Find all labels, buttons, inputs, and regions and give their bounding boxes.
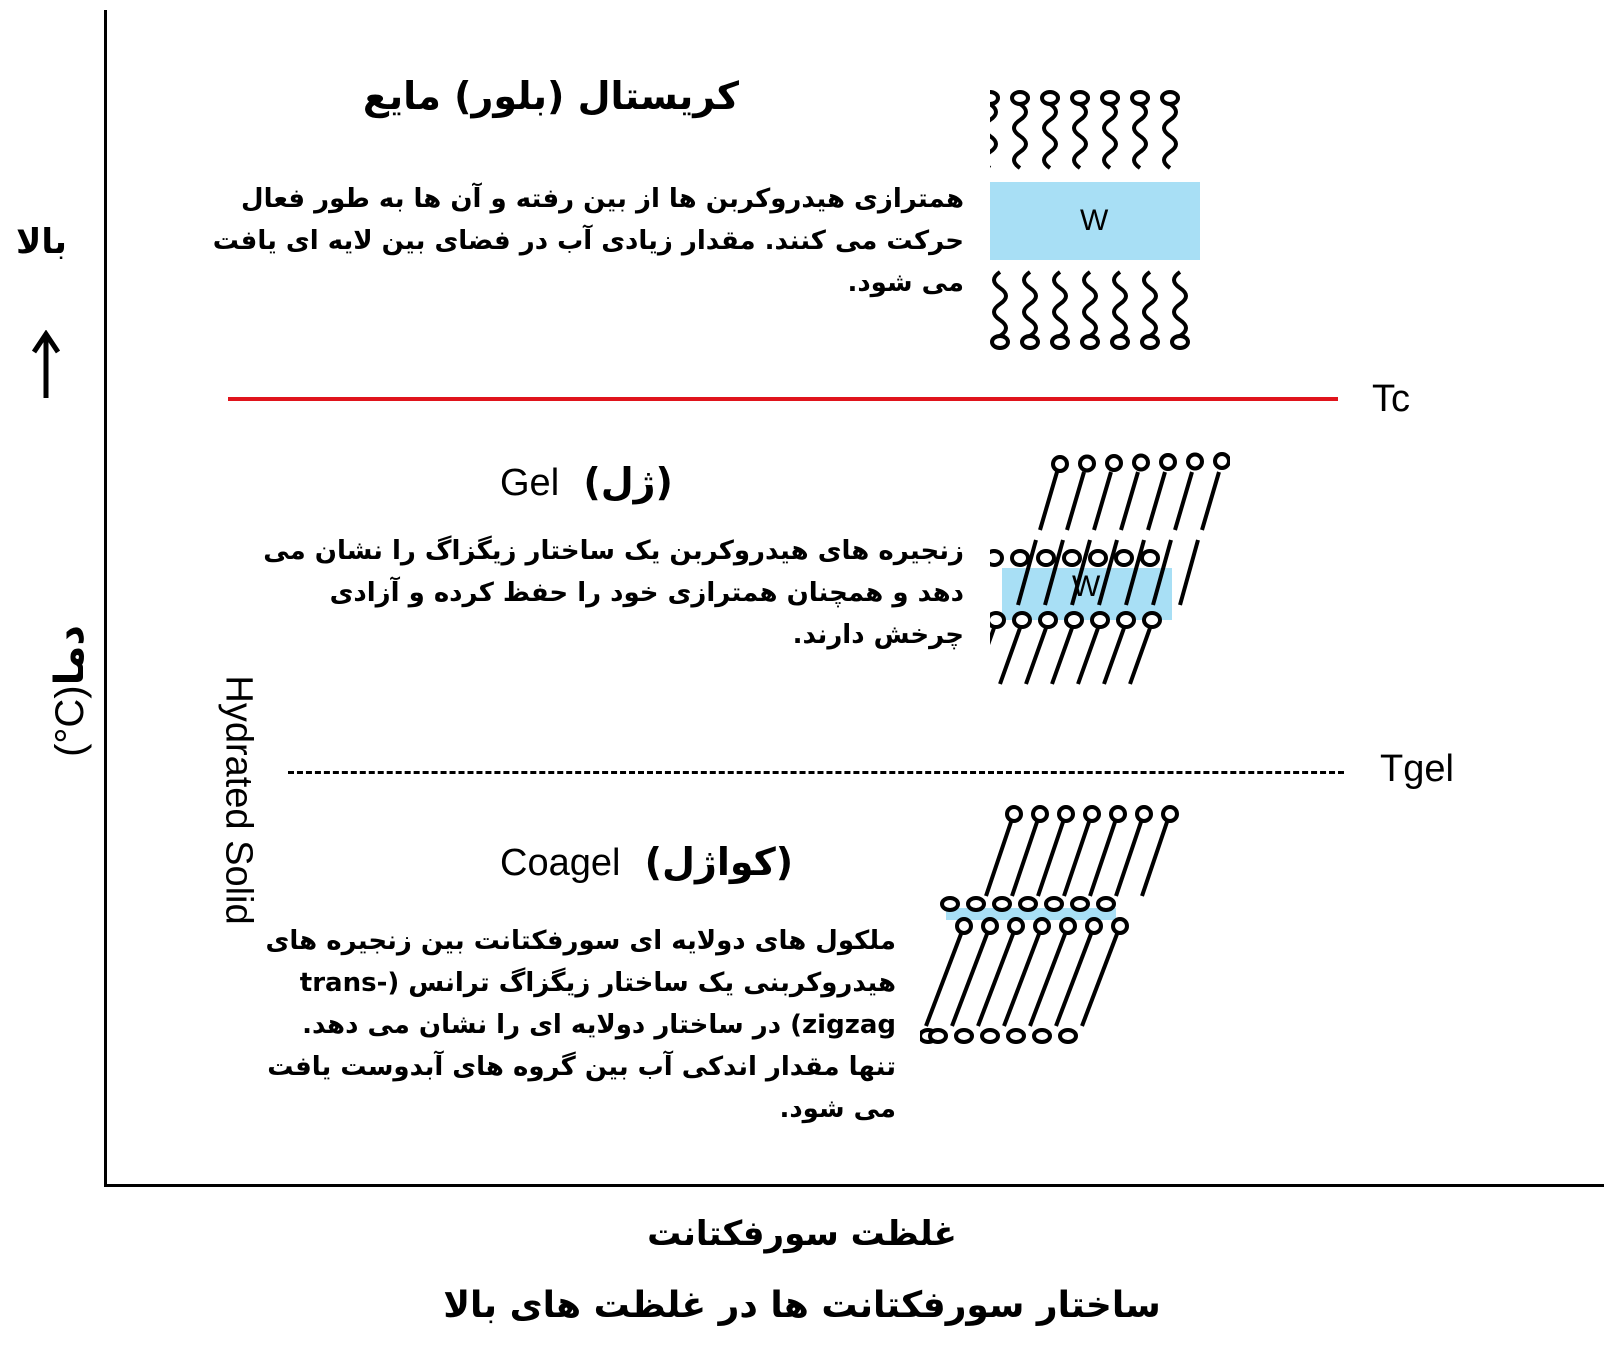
headgroup: [1215, 454, 1229, 468]
hydrocarbon-chain: [1126, 540, 1144, 605]
headgroup: [1014, 613, 1030, 627]
headgroup: [1142, 551, 1158, 565]
headgroup: [1009, 919, 1023, 933]
gel-phase-title: [500, 460, 673, 505]
figure-caption: ساختار سورفکتانت ها در غلظت های بالا: [443, 1285, 1161, 1326]
arrow-up-icon: [30, 330, 70, 400]
hydrocarbon-chain: [1014, 104, 1026, 168]
hydrocarbon-chain: [1104, 628, 1124, 684]
hydrocarbon-chain: [1134, 104, 1146, 168]
headgroup: [1118, 613, 1134, 627]
headgroup: [983, 919, 997, 933]
headgroup: [957, 919, 971, 933]
zigzag-chains-svg: [990, 450, 1230, 700]
hydrocarbon-chain: [1116, 822, 1141, 896]
headgroup: [1082, 336, 1098, 348]
headgroup: [1087, 919, 1101, 933]
headgroup: [1033, 807, 1047, 821]
gel-bilayer-illustration: [990, 450, 1230, 700]
headgroup: [994, 898, 1010, 910]
hydrocarbon-chain: [1052, 628, 1072, 684]
headgroup: [1012, 551, 1028, 565]
hydrocarbon-chain: [1078, 628, 1098, 684]
hydrocarbon-chain: [1084, 272, 1096, 336]
hydrocarbon-chain: [1202, 472, 1219, 530]
headgroup: [1022, 336, 1038, 348]
hydrocarbon-chain: [1144, 272, 1156, 336]
y-axis-direction-label: بالا: [16, 222, 67, 262]
headgroup: [1134, 456, 1148, 470]
tc-transition-line: [228, 397, 1338, 401]
headgroup: [942, 898, 958, 910]
tgel-transition-line: [288, 771, 1344, 774]
hydrocarbon-chain: [1040, 472, 1057, 530]
hydrocarbon-chain: [1064, 822, 1089, 896]
headgroup: [1040, 613, 1056, 627]
hydrocarbon-chain: [1175, 472, 1192, 530]
headgroup: [1072, 898, 1088, 910]
headgroup: [1102, 92, 1118, 104]
hydrocarbon-chain: [1026, 628, 1046, 684]
headgroup: [1080, 457, 1094, 471]
y-axis-title: دما: [47, 625, 93, 686]
coagel-phase-title: [500, 840, 793, 885]
headgroup: [1034, 1030, 1050, 1042]
x-axis: [104, 1184, 1604, 1187]
headgroup: [1172, 336, 1188, 348]
hydrocarbon-chain: [990, 628, 994, 684]
headgroup: [1066, 613, 1082, 627]
headgroup: [992, 336, 1008, 348]
headgroup: [930, 1030, 946, 1042]
coagel-title-latin: Coagel: [500, 842, 621, 884]
water-label: W: [1080, 204, 1109, 237]
hydrocarbon-chain: [1148, 472, 1165, 530]
hydrocarbon-chain: [1090, 822, 1115, 896]
hydrocarbon-chain: [990, 104, 996, 168]
tgel-label: Tgel: [1380, 748, 1454, 790]
hydrocarbon-chain: [1054, 272, 1066, 336]
headgroup: [1162, 92, 1178, 104]
hydrocarbon-chain: [986, 822, 1011, 896]
headgroup: [1161, 455, 1175, 469]
headgroup: [956, 1030, 972, 1042]
headgroup: [1085, 807, 1099, 821]
headgroup: [1042, 92, 1058, 104]
hydrocarbon-chain: [1104, 104, 1116, 168]
y-axis: [104, 10, 107, 1186]
coagel-phase-description: ملکول های دولایه ای سورفکتانت بین زنجیره های هیدروکربنی یک ساختار زیگزاگ ترانس (trans-zigzag) در ساختار دولایه ای را نشان می دهد. تنها مقدار اندکی آب بین گروه های آبدوست یافت می شود.: [265, 926, 896, 1124]
hydrocarbon-chain: [1174, 272, 1186, 336]
headgroup: [1059, 807, 1073, 821]
headgroup: [1113, 919, 1127, 933]
headgroup: [1144, 613, 1160, 627]
headgroup: [1112, 336, 1128, 348]
headgroup: [1035, 919, 1049, 933]
headgroup: [1007, 807, 1021, 821]
headgroup: [1052, 336, 1068, 348]
headgroup: [1098, 898, 1114, 910]
headgroup: [990, 92, 998, 104]
disordered-chains-svg: [990, 84, 1210, 364]
headgroup: [1053, 457, 1067, 471]
liquid-crystal-bilayer-illustration: [990, 84, 1210, 364]
headgroup: [1188, 455, 1202, 469]
headgroup: [1137, 807, 1151, 821]
headgroup: [968, 898, 984, 910]
headgroup: [1038, 551, 1054, 565]
hydrocarbon-chain: [1180, 540, 1198, 605]
headgroup: [1107, 456, 1121, 470]
headgroup: [1060, 1030, 1076, 1042]
hydrocarbon-chain: [1164, 104, 1176, 168]
gel-title-latin: Gel: [500, 462, 560, 504]
hydrocarbon-chain: [1114, 272, 1126, 336]
hydrocarbon-chain: [1142, 822, 1167, 896]
headgroup: [1020, 898, 1036, 910]
headgroup: [1064, 551, 1080, 565]
hydrocarbon-chain: [1067, 472, 1084, 530]
headgroup: [1090, 551, 1106, 565]
hydrocarbon-chain: [1130, 628, 1150, 684]
headgroup: [1072, 92, 1088, 104]
headgroup: [1008, 1030, 1024, 1042]
gel-title-persian: (ژل): [583, 460, 673, 504]
tc-label: Tc: [1372, 378, 1410, 420]
headgroup: [1163, 807, 1177, 821]
trans-zigzag-chains-svg: [920, 800, 1200, 1070]
hydrocarbon-chain: [1153, 540, 1171, 605]
gel-phase-description: زنجیره های هیدروکربن یک ساختار زیگزاگ را نشان می دهد و همچنان همترازی خود را حفظ کرده و آزادی چرخش دارند.: [263, 536, 964, 650]
hydrated-solid-label: Hydrated Solid: [217, 675, 260, 925]
x-axis-label: غلظت سورفکتانت: [647, 1214, 957, 1254]
crystal-phase-title: کریستال (بلور) مایع: [362, 74, 739, 118]
hydrocarbon-chain: [1000, 628, 1020, 684]
hydrocarbon-chain: [1012, 822, 1037, 896]
hydrocarbon-chain: [994, 272, 1006, 336]
y-axis-label: [47, 625, 93, 771]
headgroup: [1092, 613, 1108, 627]
headgroup: [990, 613, 1004, 627]
hydrocarbon-chain: [1038, 822, 1063, 896]
crystal-phase-description: همترازی هیدروکربن ها از بین رفته و آن ها به طور فعال حرکت می کنند. مقدار زیادی آب در فضای بین لایه ای یافت می شود.: [212, 184, 964, 298]
water-label: W: [1072, 570, 1101, 603]
coagel-title-persian: (کواژل): [644, 840, 794, 884]
coagel-bilayer-illustration: [920, 800, 1200, 1070]
hydrocarbon-chain: [1074, 104, 1086, 168]
headgroup: [1142, 336, 1158, 348]
headgroup: [1132, 92, 1148, 104]
hydrocarbon-chain: [1024, 272, 1036, 336]
headgroup: [990, 551, 1002, 565]
headgroup: [982, 1030, 998, 1042]
headgroup: [1111, 807, 1125, 821]
headgroup: [1046, 898, 1062, 910]
y-axis-unit: (°C): [48, 685, 92, 757]
headgroup: [1116, 551, 1132, 565]
headgroup: [1061, 919, 1075, 933]
hydrocarbon-chain: [1094, 472, 1111, 530]
headgroup: [1012, 92, 1028, 104]
hydrocarbon-chain: [1121, 472, 1138, 530]
hydrocarbon-chain: [1044, 104, 1056, 168]
